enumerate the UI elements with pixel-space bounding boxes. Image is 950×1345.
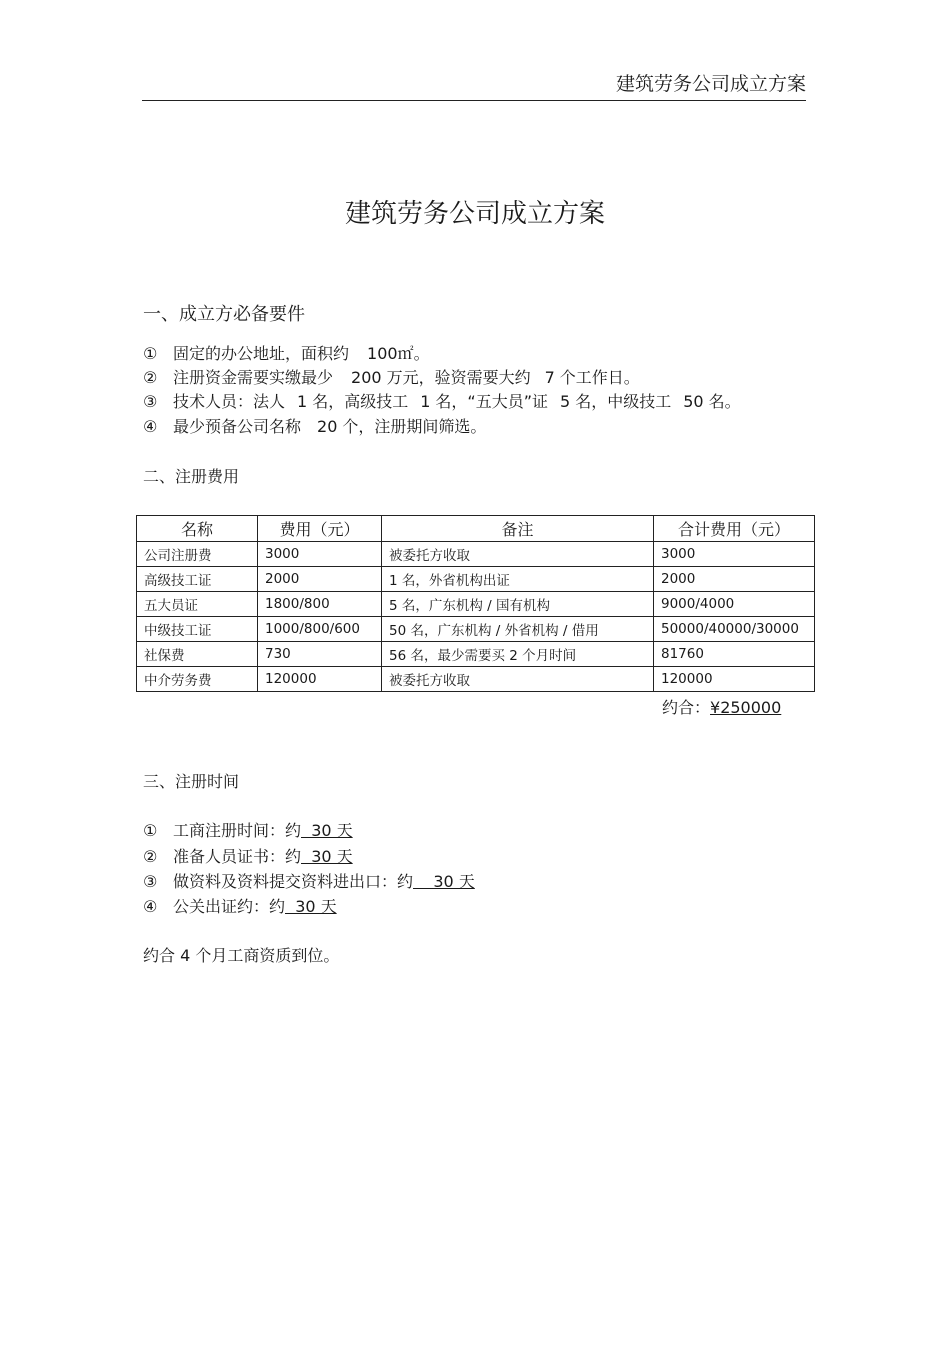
table-row [137,567,815,592]
section1-item-4 [143,415,486,439]
section1-heading: 一、成立方必备要件 [143,304,305,325]
item-tail: 名，“五大员”证 [435,392,548,411]
item-tail: 。 [413,344,430,363]
table-cell: 高级技工证 [137,567,258,592]
section3-item-2 [143,845,353,869]
column-header-fee: 费用（元） [258,516,382,542]
item-tail: 名，高级技工 [312,392,409,411]
item-number: ① [143,344,158,363]
table-cell: 120000 [654,667,815,692]
document-title: 建筑劳务公司成立方案 [344,199,605,229]
item-duration: 30 天 [285,897,337,916]
table-cell: 50000/40000/30000 [654,617,815,642]
fee-total [662,696,781,720]
table-cell: 2000 [258,567,382,592]
section3-item-1 [143,819,353,843]
section3-heading: 三、注册时间 [143,772,240,791]
table-row [137,667,815,692]
table-cell: 9000/4000 [654,592,815,617]
fee-total-label: 约合： [662,698,711,717]
item-number: ② [143,368,158,387]
item-tail: 名，中级技工 [575,392,672,411]
item-label: 工商注册时间：约 [173,821,302,840]
item-number: ④ [143,417,158,436]
item-label: 准备人员证书：约 [173,847,302,866]
item-number: ③ [143,872,158,891]
item-value: 50 [683,392,704,411]
section1-item-1 [143,342,430,366]
item-duration: 30 天 [413,872,475,891]
item-tail: 个，注册期间筛选。 [342,417,487,436]
table-cell: 730 [258,642,382,667]
table-cell: 3000 [654,542,815,567]
fee-table [136,515,815,692]
item-duration: 30 天 [301,847,353,866]
item-value: 20 [317,417,338,436]
item-number: ③ [143,392,158,411]
table-cell: 2000 [654,567,815,592]
item-value: 7 [544,368,555,387]
table-cell: 1800/800 [258,592,382,617]
section3-item-3 [143,870,475,894]
section2-heading: 二、注册费用 [143,467,240,486]
item-value: 200 [351,368,382,387]
item-number: ④ [143,897,158,916]
column-header-total: 合计费用（元） [654,516,815,542]
table-cell: 1 名，外省机构出证 [382,567,654,592]
table-cell: 50 名，广东机构 / 外省机构 / 借用 [382,617,654,642]
table-cell: 56 名，最少需要买 2 个月时间 [382,642,654,667]
table-cell: 中介劳务费 [137,667,258,692]
item-label: 做资料及资料提交资料进出口：约 [173,872,414,891]
section1-item-3 [143,390,741,414]
item-number: ① [143,821,158,840]
item-value: 5 [560,392,571,411]
table-cell: 公司注册费 [137,542,258,567]
fee-total-value: ¥250000 [710,698,782,717]
table-cell: 3000 [258,542,382,567]
item-text: 固定的办公地址，面积约 [173,344,350,363]
item-value: 1 [297,392,308,411]
item-tail: 个工作日。 [559,368,640,387]
closing-statement: 约合 4 个月工商资质到位。 [143,946,340,965]
item-number: ② [143,847,158,866]
table-row [137,542,815,567]
table-cell: 被委托方收取 [382,542,654,567]
section1-item-2 [143,366,640,390]
section3-item-4 [143,895,337,919]
running-header-title: 建筑劳务公司成立方案 [615,73,806,95]
table-cell: 5 名，广东机构 / 国有机构 [382,592,654,617]
item-tail: 名。 [708,392,741,411]
table-cell: 五大员证 [137,592,258,617]
column-header-name: 名称 [137,516,258,542]
item-value: 1 [420,392,431,411]
table-cell: 社保费 [137,642,258,667]
item-text: 注册资金需要实缴最少 [173,368,334,387]
item-duration: 30 天 [301,821,353,840]
table-row [137,642,815,667]
table-cell: 1000/800/600 [258,617,382,642]
table-cell: 81760 [654,642,815,667]
item-tail: 万元，验资需要大约 [386,368,531,387]
table-row [137,617,815,642]
item-text: 技术人员：法人 [173,392,286,411]
table-cell: 中级技工证 [137,617,258,642]
table-cell: 120000 [258,667,382,692]
column-header-remark: 备注 [382,516,654,542]
item-label: 公关出证约：约 [173,897,286,916]
item-text: 最少预备公司名称 [173,417,302,436]
item-value: 100㎡ [367,344,414,363]
table-row [137,592,815,617]
table-header-row [137,516,815,542]
table-cell: 被委托方收取 [382,667,654,692]
running-header [142,70,806,101]
